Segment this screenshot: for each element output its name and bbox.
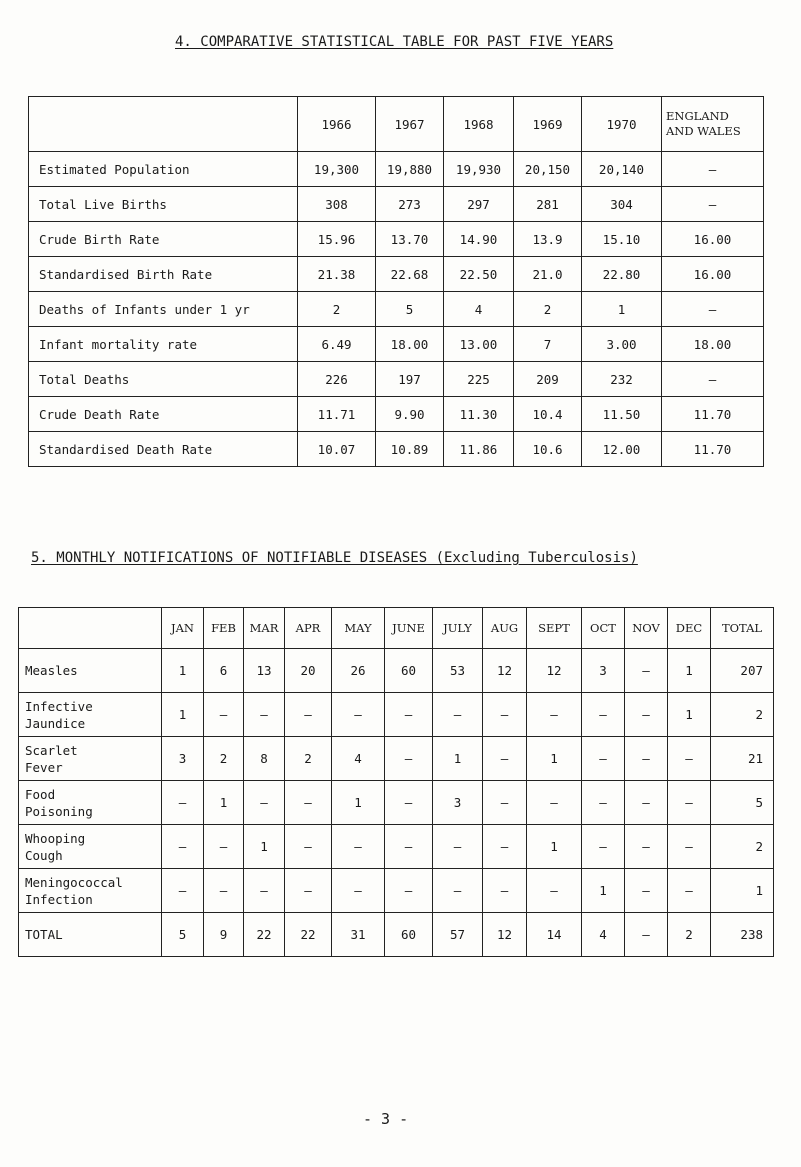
table-cell: – (625, 781, 668, 825)
table-cell: 12.00 (582, 432, 662, 467)
table-cell: 1 (527, 737, 582, 781)
header-blank (19, 608, 162, 649)
section-5-title: 5. MONTHLY NOTIFICATIONS OF NOTIFIABLE DISEASES (Excluding Tuberculosis) (31, 550, 638, 566)
table-cell: – (162, 825, 204, 869)
table-cell: 3 (433, 781, 483, 825)
table-cell: 2 (204, 737, 244, 781)
header-month: JUNE (385, 608, 433, 649)
row-label: Total Deaths (29, 362, 298, 397)
table-cell: 11.50 (582, 397, 662, 432)
table-cell: – (332, 693, 385, 737)
table-cell: 6.49 (298, 327, 376, 362)
table-cell: – (582, 693, 625, 737)
comparative-row (29, 187, 764, 222)
table-cell: – (668, 781, 711, 825)
disease-row (19, 825, 774, 869)
table-cell: 226 (298, 362, 376, 397)
row-label: Infant mortality rate (29, 327, 298, 362)
table-cell: 53 (433, 649, 483, 693)
table-cell: – (285, 781, 332, 825)
table-cell: – (625, 649, 668, 693)
table-cell: – (285, 869, 332, 913)
table-cell: 5 (711, 781, 774, 825)
disease-label: TOTAL (19, 913, 162, 957)
table-cell: 11.71 (298, 397, 376, 432)
table-cell: 11.70 (662, 397, 764, 432)
table-cell: – (483, 693, 527, 737)
table-cell: 304 (582, 187, 662, 222)
table-cell: – (483, 869, 527, 913)
table-cell: 2 (711, 693, 774, 737)
table-cell: 1 (332, 781, 385, 825)
table-cell: 232 (582, 362, 662, 397)
header-month: DEC (668, 608, 711, 649)
disease-label: Whooping Cough (19, 825, 162, 869)
table-cell: – (582, 825, 625, 869)
table-cell: 18.00 (376, 327, 444, 362)
table-cell: 20,140 (582, 152, 662, 187)
table-cell: 1 (711, 869, 774, 913)
row-label: Estimated Population (29, 152, 298, 187)
table-cell: 20 (285, 649, 332, 693)
table-cell: 11.70 (662, 432, 764, 467)
table-cell: 12 (483, 649, 527, 693)
table-cell: 31 (332, 913, 385, 957)
table-cell: – (433, 825, 483, 869)
table-cell: 60 (385, 649, 433, 693)
table-cell: 19,300 (298, 152, 376, 187)
table-cell: 60 (385, 913, 433, 957)
header-blank (29, 97, 298, 152)
row-label: Deaths of Infants under 1 yr (29, 292, 298, 327)
table-cell: 2 (285, 737, 332, 781)
table-cell: 22 (285, 913, 332, 957)
disease-label: Infective Jaundice (19, 693, 162, 737)
header-month: MAY (332, 608, 385, 649)
header-month: SEPT (527, 608, 582, 649)
table-cell: 308 (298, 187, 376, 222)
table-cell: 12 (483, 913, 527, 957)
row-label: Standardised Birth Rate (29, 257, 298, 292)
table-cell: – (385, 869, 433, 913)
section-4-title: 4. COMPARATIVE STATISTICAL TABLE FOR PAST FIVE YEARS (175, 34, 614, 50)
disease-row (19, 913, 774, 957)
header-1969: 1969 (514, 97, 582, 152)
table-cell: 18.00 (662, 327, 764, 362)
table-cell: 9 (204, 913, 244, 957)
table-cell: 1 (527, 825, 582, 869)
table-cell: 273 (376, 187, 444, 222)
table-cell: 19,930 (444, 152, 514, 187)
table-cell: 225 (444, 362, 514, 397)
table-cell: 3 (582, 649, 625, 693)
table-cell: – (527, 693, 582, 737)
comparative-row (29, 257, 764, 292)
table-cell: – (625, 825, 668, 869)
comparative-row (29, 222, 764, 257)
table-cell: 5 (162, 913, 204, 957)
table-cell: 22 (244, 913, 285, 957)
table-cell: 11.86 (444, 432, 514, 467)
table-cell: 14 (527, 913, 582, 957)
table-cell: 13.9 (514, 222, 582, 257)
table-cell: 57 (433, 913, 483, 957)
table-cell: – (662, 362, 764, 397)
table-cell: 1 (204, 781, 244, 825)
table-cell: 15.10 (582, 222, 662, 257)
table-cell: 20,150 (514, 152, 582, 187)
table-cell: 15.96 (298, 222, 376, 257)
comparative-header-row (29, 97, 764, 152)
table-cell: 1 (582, 869, 625, 913)
disease-row (19, 869, 774, 913)
header-month: APR (285, 608, 332, 649)
table-cell: 4 (332, 737, 385, 781)
table-cell: – (162, 781, 204, 825)
table-cell: – (668, 869, 711, 913)
disease-label: Measles (19, 649, 162, 693)
table-cell: – (385, 693, 433, 737)
table-cell: – (204, 693, 244, 737)
disease-row (19, 649, 774, 693)
table-cell: – (385, 781, 433, 825)
table-cell: 2 (514, 292, 582, 327)
table-cell: 4 (582, 913, 625, 957)
header-month: NOV (625, 608, 668, 649)
disease-label: Food Poisoning (19, 781, 162, 825)
table-cell: 4 (444, 292, 514, 327)
row-label: Crude Birth Rate (29, 222, 298, 257)
table-cell: 1 (668, 649, 711, 693)
table-cell: – (625, 737, 668, 781)
table-cell: 10.89 (376, 432, 444, 467)
table-cell: 16.00 (662, 222, 764, 257)
table-cell: – (433, 693, 483, 737)
table-cell: 13 (244, 649, 285, 693)
header-month: AUG (483, 608, 527, 649)
table-cell: 207 (711, 649, 774, 693)
table-cell: 1 (668, 693, 711, 737)
table-cell: – (625, 913, 668, 957)
table-cell: – (204, 869, 244, 913)
table-cell: – (285, 693, 332, 737)
table-cell: 197 (376, 362, 444, 397)
table-cell: – (385, 825, 433, 869)
table-cell: 10.07 (298, 432, 376, 467)
table-cell: 1 (162, 649, 204, 693)
page-number: - 3 - (363, 1110, 409, 1128)
row-label: Crude Death Rate (29, 397, 298, 432)
table-cell: 22.80 (582, 257, 662, 292)
table-cell: 12 (527, 649, 582, 693)
table-cell: 22.50 (444, 257, 514, 292)
table-cell: 2 (668, 913, 711, 957)
table-cell: – (483, 825, 527, 869)
table-cell: 3 (162, 737, 204, 781)
table-cell: 10.4 (514, 397, 582, 432)
header-1970: 1970 (582, 97, 662, 152)
table-cell: – (668, 825, 711, 869)
table-cell: 7 (514, 327, 582, 362)
table-cell: – (162, 869, 204, 913)
disease-row (19, 693, 774, 737)
table-cell: – (332, 825, 385, 869)
comparative-row (29, 397, 764, 432)
header-1968: 1968 (444, 97, 514, 152)
comparative-row (29, 152, 764, 187)
table-cell: – (204, 825, 244, 869)
header-1967: 1967 (376, 97, 444, 152)
table-cell: – (244, 869, 285, 913)
table-cell: – (668, 737, 711, 781)
table-cell: – (527, 869, 582, 913)
table-cell: 26 (332, 649, 385, 693)
disease-label: Meningococcal Infection (19, 869, 162, 913)
monthly-notifications-table (18, 607, 774, 957)
table-cell: 16.00 (662, 257, 764, 292)
comparative-row (29, 327, 764, 362)
table-cell: – (285, 825, 332, 869)
table-cell: 1 (582, 292, 662, 327)
comparative-row (29, 292, 764, 327)
table-cell: 281 (514, 187, 582, 222)
table-cell: 2 (298, 292, 376, 327)
monthly-header-row (19, 608, 774, 649)
table-cell: 209 (514, 362, 582, 397)
table-cell: 2 (711, 825, 774, 869)
table-cell: – (433, 869, 483, 913)
table-cell: 5 (376, 292, 444, 327)
table-cell: 6 (204, 649, 244, 693)
comparative-statistics-table (28, 96, 764, 467)
header-england-wales: ENGLAND AND WALES (662, 97, 764, 152)
table-cell: 11.30 (444, 397, 514, 432)
table-cell: 1 (433, 737, 483, 781)
comparative-row (29, 432, 764, 467)
header-month: MAR (244, 608, 285, 649)
table-cell: 21 (711, 737, 774, 781)
header-month: FEB (204, 608, 244, 649)
table-cell: – (625, 869, 668, 913)
disease-row (19, 781, 774, 825)
table-cell: 14.90 (444, 222, 514, 257)
table-cell: – (662, 152, 764, 187)
table-cell: – (244, 781, 285, 825)
table-cell: – (662, 187, 764, 222)
row-label: Total Live Births (29, 187, 298, 222)
header-month: TOTAL (711, 608, 774, 649)
header-1966: 1966 (298, 97, 376, 152)
header-month: OCT (582, 608, 625, 649)
disease-row (19, 737, 774, 781)
table-cell: 297 (444, 187, 514, 222)
table-cell: – (483, 737, 527, 781)
table-cell: 19,880 (376, 152, 444, 187)
row-label: Standardised Death Rate (29, 432, 298, 467)
table-cell: – (625, 693, 668, 737)
table-cell: 21.0 (514, 257, 582, 292)
table-cell: 13.00 (444, 327, 514, 362)
table-cell: – (582, 737, 625, 781)
table-cell: 1 (162, 693, 204, 737)
table-cell: – (662, 292, 764, 327)
header-month: JULY (433, 608, 483, 649)
disease-label: Scarlet Fever (19, 737, 162, 781)
table-cell: – (483, 781, 527, 825)
table-cell: 1 (244, 825, 285, 869)
table-cell: – (385, 737, 433, 781)
table-cell: 21.38 (298, 257, 376, 292)
header-month: JAN (162, 608, 204, 649)
table-cell: – (332, 869, 385, 913)
comparative-row (29, 362, 764, 397)
table-cell: 8 (244, 737, 285, 781)
table-cell: 9.90 (376, 397, 444, 432)
table-cell: 10.6 (514, 432, 582, 467)
table-cell: 22.68 (376, 257, 444, 292)
table-cell: 238 (711, 913, 774, 957)
table-cell: – (527, 781, 582, 825)
table-cell: 3.00 (582, 327, 662, 362)
table-cell: 13.70 (376, 222, 444, 257)
table-cell: – (582, 781, 625, 825)
table-cell: – (244, 693, 285, 737)
